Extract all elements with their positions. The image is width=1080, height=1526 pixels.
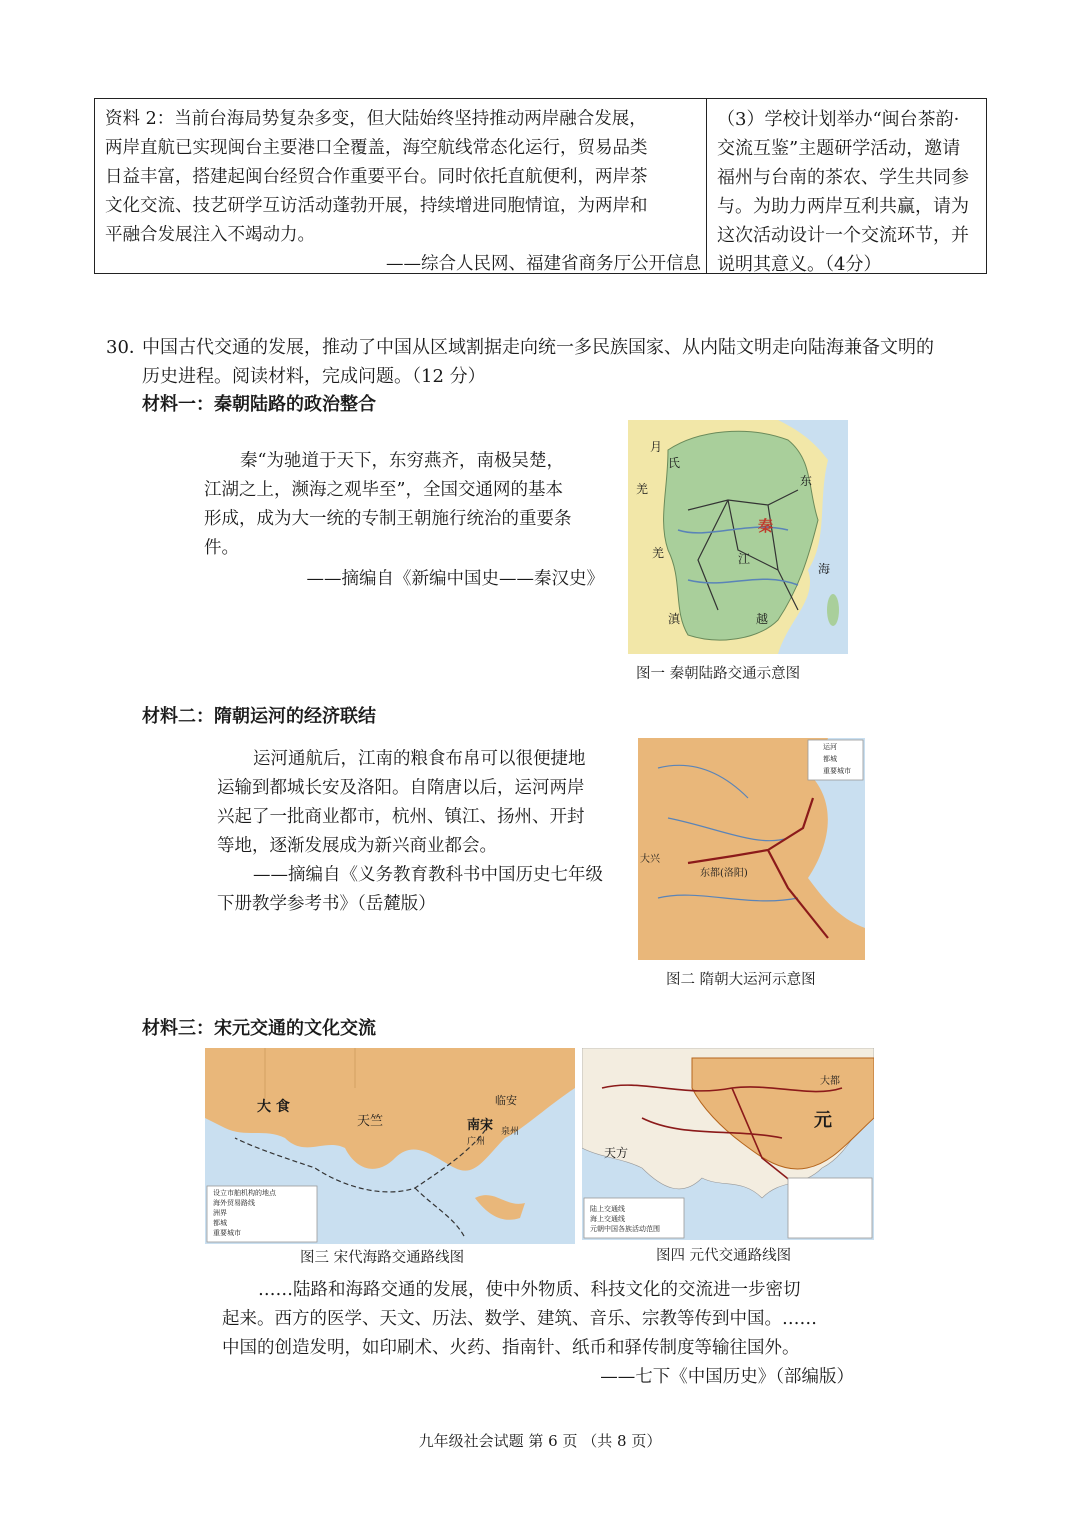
- legend-item: 运河: [823, 743, 837, 751]
- map-label: 元: [814, 1110, 832, 1131]
- map-label: 东都(洛阳): [700, 868, 748, 879]
- map-label: 月: [650, 440, 663, 454]
- qin-map-graphic: [628, 420, 848, 654]
- song-sea-route-map: [205, 1048, 575, 1244]
- material1-line: 秦“为驰道于天下，东穷燕齐，南极吴楚，: [240, 451, 564, 471]
- question3-line: 福州与台南的茶农、学生共同参: [717, 167, 969, 188]
- figure4-caption: 图四 元代交通路线图: [656, 1248, 792, 1264]
- map-label: 滇: [668, 612, 681, 626]
- yuan-route-map: [582, 1048, 874, 1240]
- map-label: 大兴: [640, 854, 660, 865]
- question3-line: （3）学校计划举办“闽台茶韵·: [717, 109, 960, 130]
- legend-item: 元朝中国各族活动范围: [590, 1225, 660, 1233]
- material2b-text: [217, 745, 617, 919]
- map-label: 羌: [636, 482, 649, 496]
- material3-text: [222, 1276, 872, 1392]
- material2b-line: 兴起了一批商业都市，杭州、镇江、扬州、开封: [217, 807, 585, 827]
- question3-line: 交流互鉴”主题研学活动，邀请: [717, 138, 961, 159]
- question-text-line1: 中国古代交通的发展，推动了中国从区域割据走向统一多民族国家、从内陆文明走向陆海兼备文明的: [142, 337, 934, 358]
- question-30: [106, 333, 986, 391]
- question-number: 30．: [106, 337, 147, 358]
- table-divider: [706, 99, 707, 273]
- map-label: 东: [800, 474, 813, 488]
- question3-line: 这次活动设计一个交流环节，并: [717, 225, 969, 246]
- map-label: 天方: [604, 1146, 629, 1160]
- map-label: 泉州: [501, 1127, 520, 1137]
- material3-line: 起来。西方的医学、天文、历法、数学、建筑、音乐、宗教等传到中国。……: [222, 1309, 817, 1329]
- legend-item: 海上交通线: [590, 1215, 625, 1223]
- sui-canal-map: [638, 738, 865, 960]
- material2-line: 两岸直航已实现闽台主要港口全覆盖，海空航线常态化运行，贸易品类: [105, 138, 648, 158]
- legend-item: 重要城市: [823, 767, 851, 775]
- material-table: [94, 98, 987, 274]
- song-map-graphic: [205, 1048, 575, 1244]
- material3-line: ……陆路和海路交通的发展，使中外物质、科技文化的交流进一步密切: [258, 1280, 801, 1300]
- material3-heading: 材料三：宋元交通的文化交流: [142, 1018, 376, 1039]
- question3-line: 说明其意义。（4分）: [717, 254, 882, 275]
- figure2-caption: 图二 隋朝大运河示意图: [666, 972, 816, 988]
- legend-item: 海外贸易路线: [213, 1199, 255, 1207]
- material3-source: ——七下《中国历史》（部编版）: [600, 1367, 854, 1387]
- material1-text: [204, 447, 604, 594]
- legend-item: 都城: [213, 1219, 227, 1227]
- figure1-caption: 图一 秦朝陆路交通示意图: [636, 666, 801, 682]
- material2-line: 日益丰富，搭建起闽台经贸合作重要平台。同时依托直航便利，两岸茶: [105, 167, 648, 187]
- material2b-source: ——摘编自《义务教育教科书中国历史七年级: [253, 865, 603, 885]
- material2-cell: [105, 105, 701, 279]
- material1-source: ——摘编自《新编中国史——秦汉史》: [306, 569, 604, 589]
- material2b-line: 运河通航后，江南的粮食布帛可以很便捷地: [253, 749, 586, 769]
- material2-heading: 材料二：隋朝运河的经济联结: [142, 706, 376, 727]
- question3-line: 与。为助力两岸互利共赢，请为: [717, 196, 969, 217]
- question-text-line2: 历史进程。阅读材料，完成问题。（12 分）: [142, 366, 486, 387]
- question3-cell: [717, 105, 983, 279]
- legend-item: 洲界: [213, 1209, 227, 1217]
- material1-line: 形成，成为大一统的专制王朝施行统治的重要条: [204, 509, 572, 529]
- map-label: 南宋: [467, 1118, 494, 1133]
- map-label: 大 食: [257, 1099, 290, 1115]
- material1-heading: 材料一：秦朝陆路的政治整合: [142, 394, 376, 415]
- map-label: 大都: [820, 1076, 840, 1087]
- material2b-line: 等地，逐渐发展成为新兴商业都会。: [217, 836, 497, 856]
- material1-line: 江湖之上，濒海之观毕至”，全国交通网的基本: [204, 480, 563, 500]
- map-label: 越: [756, 612, 769, 626]
- material2-line: 文化交流、技艺研学互访活动蓬勃开展，持续增进同胞情谊，为两岸和: [105, 196, 648, 216]
- map-label: 羌: [652, 546, 665, 560]
- material2-source: ——综合人民网、福建省商务厅公开信息: [386, 254, 701, 274]
- material2-line: 资料 2：当前台海局势复杂多变，但大陆始终坚持推动两岸融合发展，: [105, 109, 647, 129]
- map-label: 天竺: [357, 1114, 384, 1129]
- map-label-qin: 秦: [758, 517, 774, 535]
- map-label: 氏: [668, 456, 681, 470]
- figure3-caption: 图三 宋代海路交通路线图: [300, 1250, 465, 1266]
- qin-map: [628, 420, 848, 654]
- map-label: 广州: [467, 1137, 486, 1147]
- material2b-line: 运输到都城长安及洛阳。自隋唐以后，运河两岸: [217, 778, 585, 798]
- map-label: 临安: [495, 1094, 517, 1107]
- map-label: 江: [738, 552, 751, 566]
- page-footer: 九年级社会试题 第 6 页 （共 8 页）: [418, 1432, 662, 1450]
- legend-item: 陆上交通线: [590, 1205, 625, 1213]
- material2-line: 平融合发展注入不竭动力。: [105, 225, 315, 245]
- legend-item: 重要城市: [213, 1229, 241, 1237]
- map-label: 海: [818, 562, 831, 576]
- material2b-source: 下册教学参考书》（岳麓版）: [217, 894, 436, 914]
- legend-item: 都城: [823, 755, 837, 763]
- material1-line: 件。: [204, 538, 239, 558]
- legend-item: 设立市舶机构的地点: [213, 1189, 276, 1197]
- material3-line: 中国的创造发明，如印刷术、火药、指南针、纸币和驿传制度等输往国外。: [222, 1338, 800, 1358]
